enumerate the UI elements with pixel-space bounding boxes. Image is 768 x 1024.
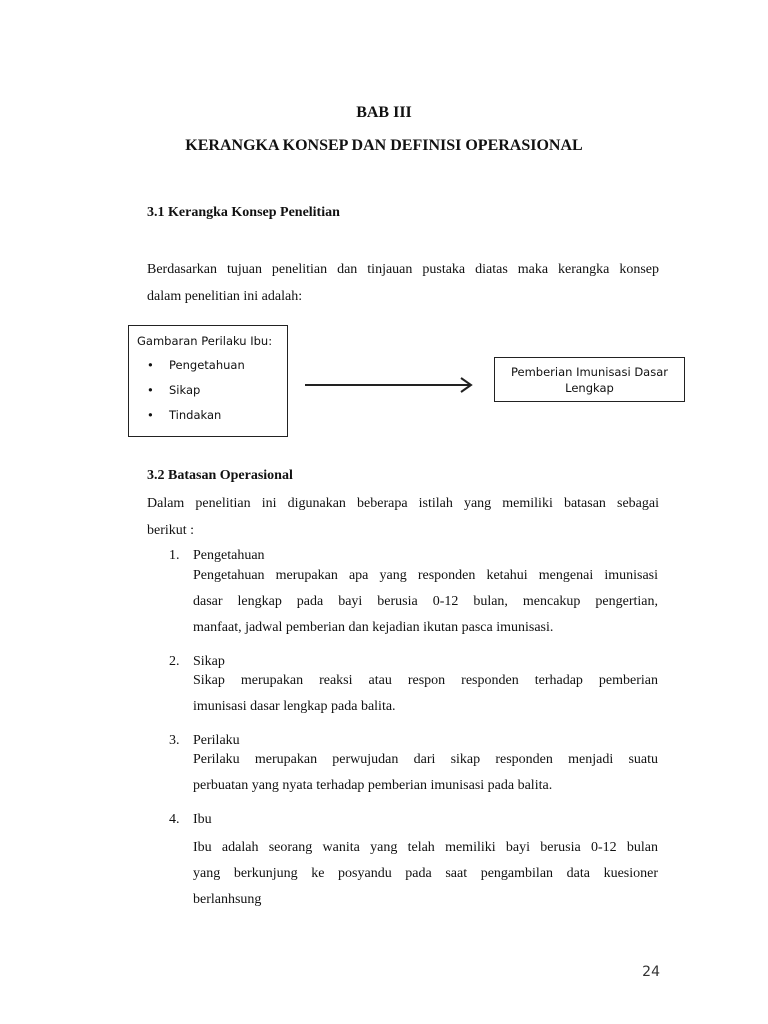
list-item-line: perbuatan yang nyata terhadap pemberian imunisasi pada balita. [193,778,553,793]
section-3-2-intro-line1: Dalam penelitian ini digunakan beberapa istilah yang memiliki batasan sebagai [147,496,659,511]
list-item-title: Pengetahuan [193,548,265,563]
section-3-1-intro-line1: Berdasarkan tujuan penelitian dan tinjauan pustaka diatas maka kerangka konsep [147,262,659,277]
section-heading-3-1: 3.1 Kerangka Konsep Penelitian [147,205,340,220]
bullet-icon: • [147,408,154,422]
list-item-number: 2. [169,654,180,669]
section-3-2-intro-line2: berikut : [147,523,195,538]
list-item-line: berlanhsung [193,892,262,907]
dependent-box-line2: Lengkap [565,381,614,395]
list-item-line: Ibu adalah seorang wanita yang telah memiliki bayi berusia 0-12 bulan [193,840,658,855]
page-number: 24 [642,964,660,980]
list-item-number: 4. [169,812,180,827]
concept-independent-box [128,325,288,437]
list-item-line: dasar lengkap pada bayi berusia 0-12 bulan, mencakup pengertian, [193,594,658,609]
list-item-number: 1. [169,548,180,563]
list-item-line: Perilaku merupakan perwujudan dari sikap responden menjadi suatu [193,752,658,767]
section-3-1-intro-line2: dalam penelitian ini adalah: [147,289,303,304]
list-item-title: Ibu [193,812,212,827]
concept-variable-item: • Sikap [147,383,201,397]
concept-dependent-box [494,357,685,402]
list-item-line: yang berkunjung ke posyandu pada saat pengambilan data kuesioner [193,866,658,881]
section-heading-3-2: 3.2 Batasan Operasional [147,468,293,483]
chapter-title: KERANGKA KONSEP DAN DEFINISI OPERASIONAL [185,137,583,154]
right-arrow-icon [305,374,477,396]
list-item-line: manfaat, jadwal pemberian dan kejadian ikutan pasca imunisasi. [193,620,554,635]
bullet-icon: • [147,358,154,372]
concept-variable-item: • Pengetahuan [147,358,245,372]
list-item-line: Pengetahuan merupakan apa yang responden ketahui mengenai imunisasi [193,568,658,583]
list-item-number: 3. [169,733,180,748]
list-item-title: Sikap [193,654,225,669]
list-item-title: Perilaku [193,733,240,748]
list-item-line: imunisasi dasar lengkap pada balita. [193,699,396,714]
list-item-line: Sikap merupakan reaksi atau respon responden terhadap pemberian [193,673,658,688]
chapter-label: BAB III [356,104,412,121]
bullet-icon: • [147,383,154,397]
concept-variable-list [147,356,245,431]
dependent-box-line1: Pemberian Imunisasi Dasar [510,365,668,379]
concept-box-title: Gambaran Perilaku Ibu: [137,334,273,348]
concept-variable-item: • Tindakan [147,408,222,422]
